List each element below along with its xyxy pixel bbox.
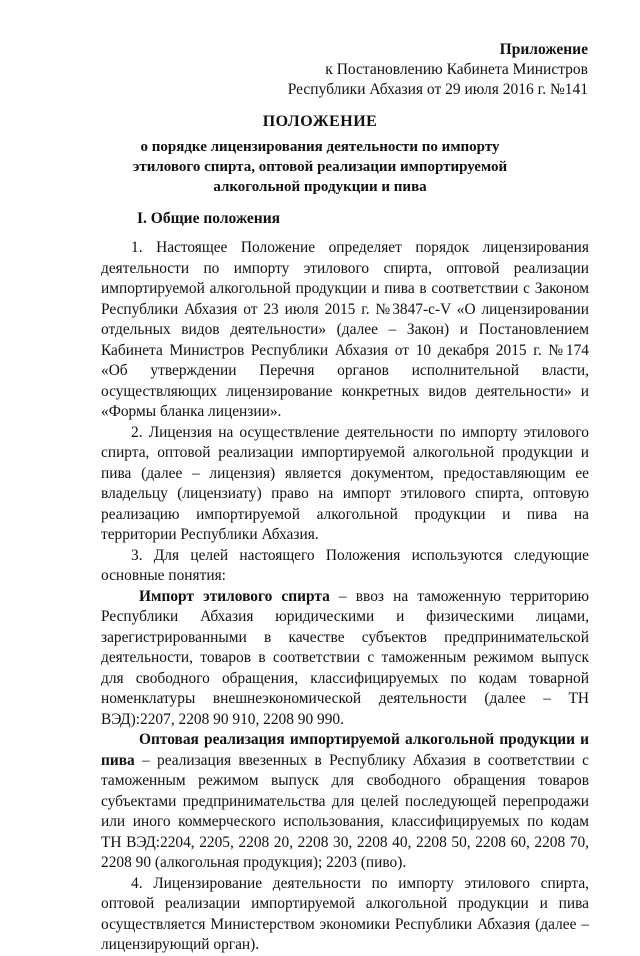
section-heading: I. Общие положения [137,210,281,227]
definition-wholesale-text: – реализация ввезенных в Республику Абхазия в соответствии с таможенным режимом выпуск для свободного обращения товаров субъектами предпринимательства для целей последующей перепродажи или иного коммерческого использования, классифицируемых по кодам ТН ВЭД:2204, 2205, 2208 20, 2208 30, 2208 40, 2208 50, 2208 60, 2208 70, 2208 90 (алкогольная продукция); 2203 (пиво). [101,751,589,871]
subtitle-line-1: о порядке лицензирования деятельности по импорту [140,139,500,155]
appendix-line-1: к Постановлению Кабинета Министров [325,61,588,78]
paragraph-4: 4. Лицензирование деятельности по импорту этилового спирта, оптовой реализации импортируемой алкогольной продукции и пива осуществляется Министерством экономики Республики Абхазия (далее – лицензирующий орган). [101,874,589,953]
document-body [101,238,589,956]
appendix-header [288,40,588,100]
paragraph-1: 1. Настоящее Положение определяет порядок лицензирования деятельности по импорту этилового спирта, оптовой реализации импортируемой алкогольной продукции и пива в соответствии с Законом Республики Абхазия от 23 июля 2015 г. №3847-с-V «О лицензировании отдельных видов деятельности» (далее – Закон) и Постановлением Кабинета Министров Республики Абхазия от 10 декабря 2015 г. №174 «Об утверждении Перечня органов исполнительной власти, осуществляющих лицензирование конкретных видов деятельности» и «Формы бланка лицензии». [101,239,589,420]
definition-import-term: Импорт этилового спирта [139,587,330,605]
document-title: ПОЛОЖЕНИЕ [262,113,378,130]
definition-wholesale-term: Оптовая реализация импортируемой алкогольной продукции и пива [101,731,589,769]
subtitle-line-3: алкогольной продукции и пива [213,179,427,195]
document-subtitle [0,137,640,197]
subtitle-line-2: этилового спирта, оптовой реализации импортируемой [132,159,508,175]
appendix-line-2: Республики Абхазия от 29 июля 2016 г. №141 [287,81,588,98]
definition-wholesale [101,730,589,874]
definition-import-text: – ввоз на таможенную территорию Республики Абхазия юридическими и физическими лицами, зарегистрированными в качестве субъектов предпринимательской деятельности, товаров в соответствии с таможенным режимом выпуск для свободного обращения, классифицируемых по кодам товарной номенклатуры внешнеэкономической деятельности (далее – ТН ВЭД):2207, 2208 90 910, 2208 90 990. [101,587,589,728]
paragraph-3: 3. Для целей настоящего Положения используются следующие основные понятия: [101,546,589,584]
definition-import [101,587,589,731]
paragraph-2: 2. Лицензия на осуществление деятельности по импорту этилового спирта, оптовой реализации импортируемой алкогольной продукции и пива (далее – лицензия) является документом, предоставляющим ее владельцу (лицензиату) право на импорт этилового спирта, оптовую реализацию импортируемой алкогольной продукции и пива на территории Республики Абхазия. [101,423,589,543]
appendix-label: Приложение [499,41,588,58]
